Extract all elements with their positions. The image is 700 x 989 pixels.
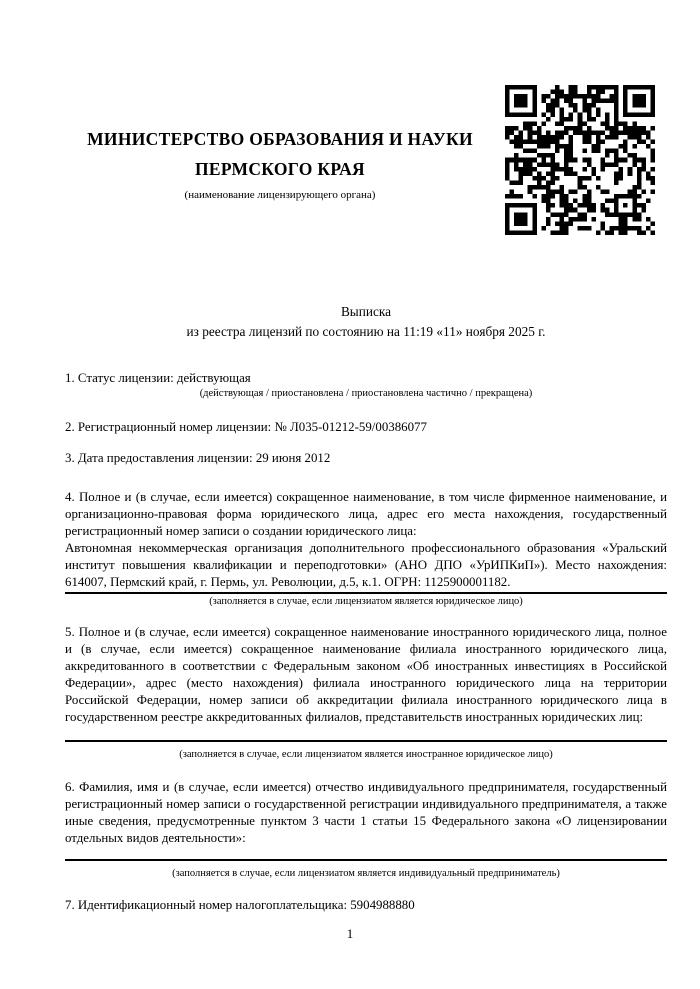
license-grant-date: 3. Дата предоставления лицензии: 29 июня 2012: [65, 451, 331, 465]
ministry-name-line2: ПЕРМСКОГО КРАЯ: [195, 159, 365, 179]
document-title: Выписка: [340, 304, 392, 319]
individual-entrepreneur-caption: (заполняется в случае, если лицензиатом является индивидуальный предприниматель): [172, 868, 560, 879]
legal-entity-caption: (заполняется в случае, если лицензиатом является юридическое лицо): [209, 596, 523, 607]
document-subtitle: из реестра лицензий по состоянию на 11:19 «11» ноября 2025 г.: [186, 324, 546, 339]
document-body: [65, 0, 667, 914]
foreign-entity-divider-line: [65, 740, 667, 742]
legal-entity-heading: 4. Полное и (в случае, если имеется) сокращенное наименование, в том числе фирменное наименование, и организационно-правовая форма юридического лица, адрес его места нахождения, государственный регистрационный номер записи о создании юридического лица:: [65, 490, 667, 538]
legal-entity-value: Автономная некоммерческая организация дополнительного профессионального образования «Уральский институт повышения квалификации и переподготовки» (АНО ДПО «УрИПКиП»). Место нахождения: 614007, Пермский край, г. Пермь, ул. Революции, д.5, к.1. ОГРН: 1125900001182.: [65, 541, 667, 589]
individual-entrepreneur-divider-line: [65, 859, 667, 861]
foreign-entity-caption: (заполняется в случае, если лицензиатом является иностранное юридическое лицо): [179, 749, 553, 760]
document-title-block: [65, 302, 667, 342]
foreign-entity-heading: 5. Полное и (в случае, если имеется) сокращенное наименование иностранного юридического лица, полное и (в случае, если имеется) сокращенное наименование филиала иностранного юридического лица, аккредитованного в соответствии с Федеральным законом «Об иностранных инвестициях в Российской Федерации», адрес (место нахождения) филиала иностранного юридического лица на территории Российской Федерации, номер записи об аккредитации филиала иностранного юридического лица в государственном реестре аккредитованных филиалов, представительств иностранных юридических лиц:: [65, 625, 667, 724]
ministry-name-line1: МИНИСТЕРСТВО ОБРАЗОВАНИЯ И НАУКИ: [87, 129, 473, 149]
license-status-options-caption: (действующая / приостановлена / приостановлена частично / прекращена): [199, 388, 533, 399]
license-status: 1. Статус лицензии: действующая: [65, 371, 251, 385]
license-registration-number: 2. Регистрационный номер лицензии: № Л035-01212-59/00386077: [65, 420, 427, 434]
legal-entity-divider-line: [65, 592, 667, 594]
taxpayer-id: 7. Идентификационный номер налогоплательщика: 5904988880: [65, 898, 415, 912]
page-number: 1: [346, 927, 354, 941]
issuing-authority-caption: (наименование лицензирующего органа): [184, 189, 376, 201]
individual-entrepreneur-heading: 6. Фамилия, имя и (в случае, если имеется) отчество индивидуального предпринимателя, государственный регистрационный номер записи о государственной регистрации индивидуального предпринимателя, а также иные сведения, предусмотренные пунктом 3 части 1 статьи 15 Федерального закона «О лицензировании отдельных видов деятельности»:: [65, 780, 667, 845]
